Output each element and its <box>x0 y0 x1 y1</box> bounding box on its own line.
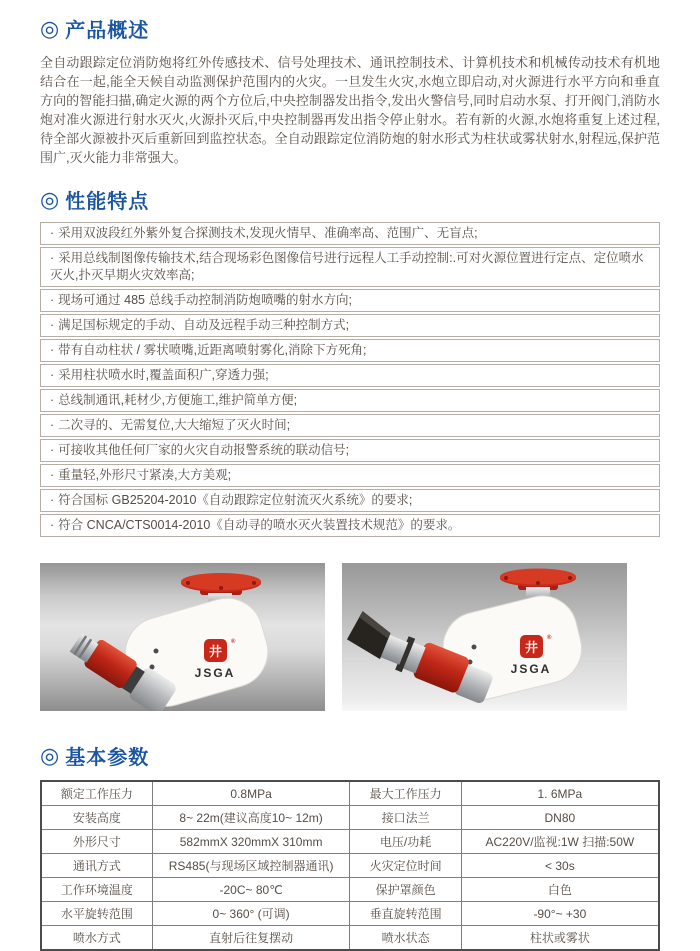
params-section-title <box>40 741 660 770</box>
bullet-icon: · <box>50 368 55 382</box>
feature-item <box>40 364 660 387</box>
feature-text: 现场可通过 485 总线手动控制消防炮喷嘴的射水方向; <box>58 293 352 307</box>
param-label: 外形尺寸 <box>41 830 152 854</box>
feature-item <box>40 464 660 487</box>
product-images-row <box>40 563 660 711</box>
param-value: -20C~ 80℃ <box>152 878 350 902</box>
params-table <box>40 780 660 951</box>
feature-text: 二次寻的、无需复位,大大缩短了灭火时间; <box>58 418 291 432</box>
feature-text: 带有自动柱状 / 雾状喷嘴,近距离喷射雾化,消除下方死角; <box>58 343 367 357</box>
param-row <box>41 926 659 951</box>
fire-monitor-illustration <box>342 563 627 711</box>
param-row <box>41 806 659 830</box>
feature-text: 可接收其他任何厂家的火灾自动报警系统的联动信号; <box>58 443 350 457</box>
bullet-icon: · <box>50 251 55 265</box>
feature-text: 总线制通讯,耗材少,方便施工,维护简单方便; <box>58 393 298 407</box>
bullet-icon: · <box>50 468 55 482</box>
param-label: 火灾定位时间 <box>350 854 461 878</box>
logo-symbol: 井 <box>524 641 539 656</box>
param-value: DN80 <box>461 806 659 830</box>
feature-item <box>40 389 660 412</box>
bullet-icon: · <box>50 343 55 357</box>
feature-item <box>40 247 660 287</box>
feature-text: 重量轻,外形尺寸紧凑,大方美观; <box>58 468 232 482</box>
sensor-dot-icon <box>154 649 159 654</box>
feature-text: 采用柱状喷水时,覆盖面积广,穿透力强; <box>58 368 269 382</box>
bullet-icon: · <box>50 493 55 507</box>
param-row <box>41 854 659 878</box>
param-label: 接口法兰 <box>350 806 461 830</box>
param-value: -90°~ +30 <box>461 902 659 926</box>
feature-item <box>40 314 660 337</box>
logo-text: JSGA <box>194 666 236 680</box>
param-label: 喷水状态 <box>350 926 461 951</box>
feature-item <box>40 414 660 437</box>
param-row <box>41 830 659 854</box>
bullet-icon: · <box>50 226 55 240</box>
param-label: 电压/功耗 <box>350 830 461 854</box>
param-label: 垂直旋转范围 <box>350 902 461 926</box>
bullet-icon: · <box>50 293 55 307</box>
param-value: 直射后往复摆动 <box>152 926 350 951</box>
logo-text: JSGA <box>510 662 552 676</box>
bullet-icon: · <box>50 443 55 457</box>
param-label: 水平旋转范围 <box>41 902 152 926</box>
section-marker-icon: ◎ <box>40 186 61 212</box>
feature-item <box>40 289 660 312</box>
param-value: 0~ 360° (可调) <box>152 902 350 926</box>
feature-text: 采用双波段红外紫外复合探测技术,发现火情早、准确率高、范围广、无盲点; <box>58 226 478 240</box>
bullet-icon: · <box>50 518 55 532</box>
section-marker-icon: ◎ <box>40 742 61 768</box>
param-row <box>41 902 659 926</box>
valve-flange-icon <box>500 569 576 591</box>
section-marker-icon: ◎ <box>40 15 61 41</box>
feature-item <box>40 514 660 537</box>
param-label: 喷水方式 <box>41 926 152 951</box>
feature-text: 符合 CNCA/CTS0014-2010《自动寻的喷水灭火装置技术规范》的要求。 <box>58 518 461 532</box>
param-label: 保护罩颜色 <box>350 878 461 902</box>
sensor-dot-icon <box>472 645 477 650</box>
product-photo-straight-nozzle <box>40 563 325 711</box>
features-list <box>40 222 660 537</box>
params-title-text: 基本参数 <box>65 747 150 769</box>
param-label: 工作环境温度 <box>41 878 152 902</box>
fire-monitor-illustration <box>40 563 325 711</box>
feature-text: 符合国标 GB25204-2010《自动跟踪定位射流灭火系统》的要求; <box>58 493 413 507</box>
param-value: 582mmX 320mmX 310mm <box>152 830 350 854</box>
valve-flange-icon <box>181 573 261 595</box>
bullet-icon: · <box>50 318 55 332</box>
feature-text: 采用总线制图像传输技术,结合现场彩色图像信号进行远程人工手动控制:.可对火源位置进行定点、定位喷水灭火,扑灭早期火灾效率高; <box>50 251 644 282</box>
bullet-icon: · <box>50 418 55 432</box>
feature-item <box>40 222 660 245</box>
feature-item <box>40 339 660 362</box>
feature-text: 满足国标规定的手动、自动及远程手动三种控制方式; <box>58 318 350 332</box>
features-section-title <box>40 185 660 214</box>
logo-registered-mark: ® <box>547 635 552 641</box>
logo-symbol: 井 <box>208 645 223 660</box>
feature-item <box>40 439 660 462</box>
product-photo-cone-nozzle <box>342 563 627 711</box>
param-value: AC220V/监视:1W 扫描:50W <box>461 830 659 854</box>
param-label: 额定工作压力 <box>41 781 152 806</box>
param-value: < 30s <box>461 854 659 878</box>
param-value: 柱状或雾状 <box>461 926 659 951</box>
overview-paragraph: 全自动跟踪定位消防炮将红外传感技术、信号处理技术、通讯控制技术、计算机技术和机械传动技术有机地结合在一起,能全天候自动监测保护范围内的火灾。一旦发生火灾,水炮立即启动,对火源进行水平方向和垂直方向的智能扫描,确定火源的两个方位后,中央控制器发出指令,发出火警信号,同时启动水泵、打开阀门,消防水炮对准火源进行射水灭火,火源扑灭后,中央控制器再发出指令停止射水。若有新的火源,水炮将重复上述过程,待全部火源被扑灭后重新回到监控状态。全自动跟踪定位消防炮的射水形式为柱状或雾状射水,射程远,保护范围广,灭火能力非常强大。 <box>40 55 660 165</box>
param-value: 1. 6MPa <box>461 781 659 806</box>
params-table-body <box>41 781 659 950</box>
logo-registered-mark: ® <box>231 639 236 645</box>
param-row <box>41 878 659 902</box>
param-value: RS485(与现场区域控制器通讯) <box>152 854 350 878</box>
bullet-icon: · <box>50 393 55 407</box>
overview-title-text: 产品概述 <box>65 20 150 42</box>
overview-section-title <box>40 14 660 43</box>
param-label: 安装高度 <box>41 806 152 830</box>
param-value: 0.8MPa <box>152 781 350 806</box>
param-label: 最大工作压力 <box>350 781 461 806</box>
feature-item <box>40 489 660 512</box>
param-value: 白色 <box>461 878 659 902</box>
param-label: 通讯方式 <box>41 854 152 878</box>
param-value: 8~ 22m(建议高度10~ 12m) <box>152 806 350 830</box>
param-row <box>41 781 659 806</box>
features-title-text: 性能特点 <box>65 191 150 213</box>
